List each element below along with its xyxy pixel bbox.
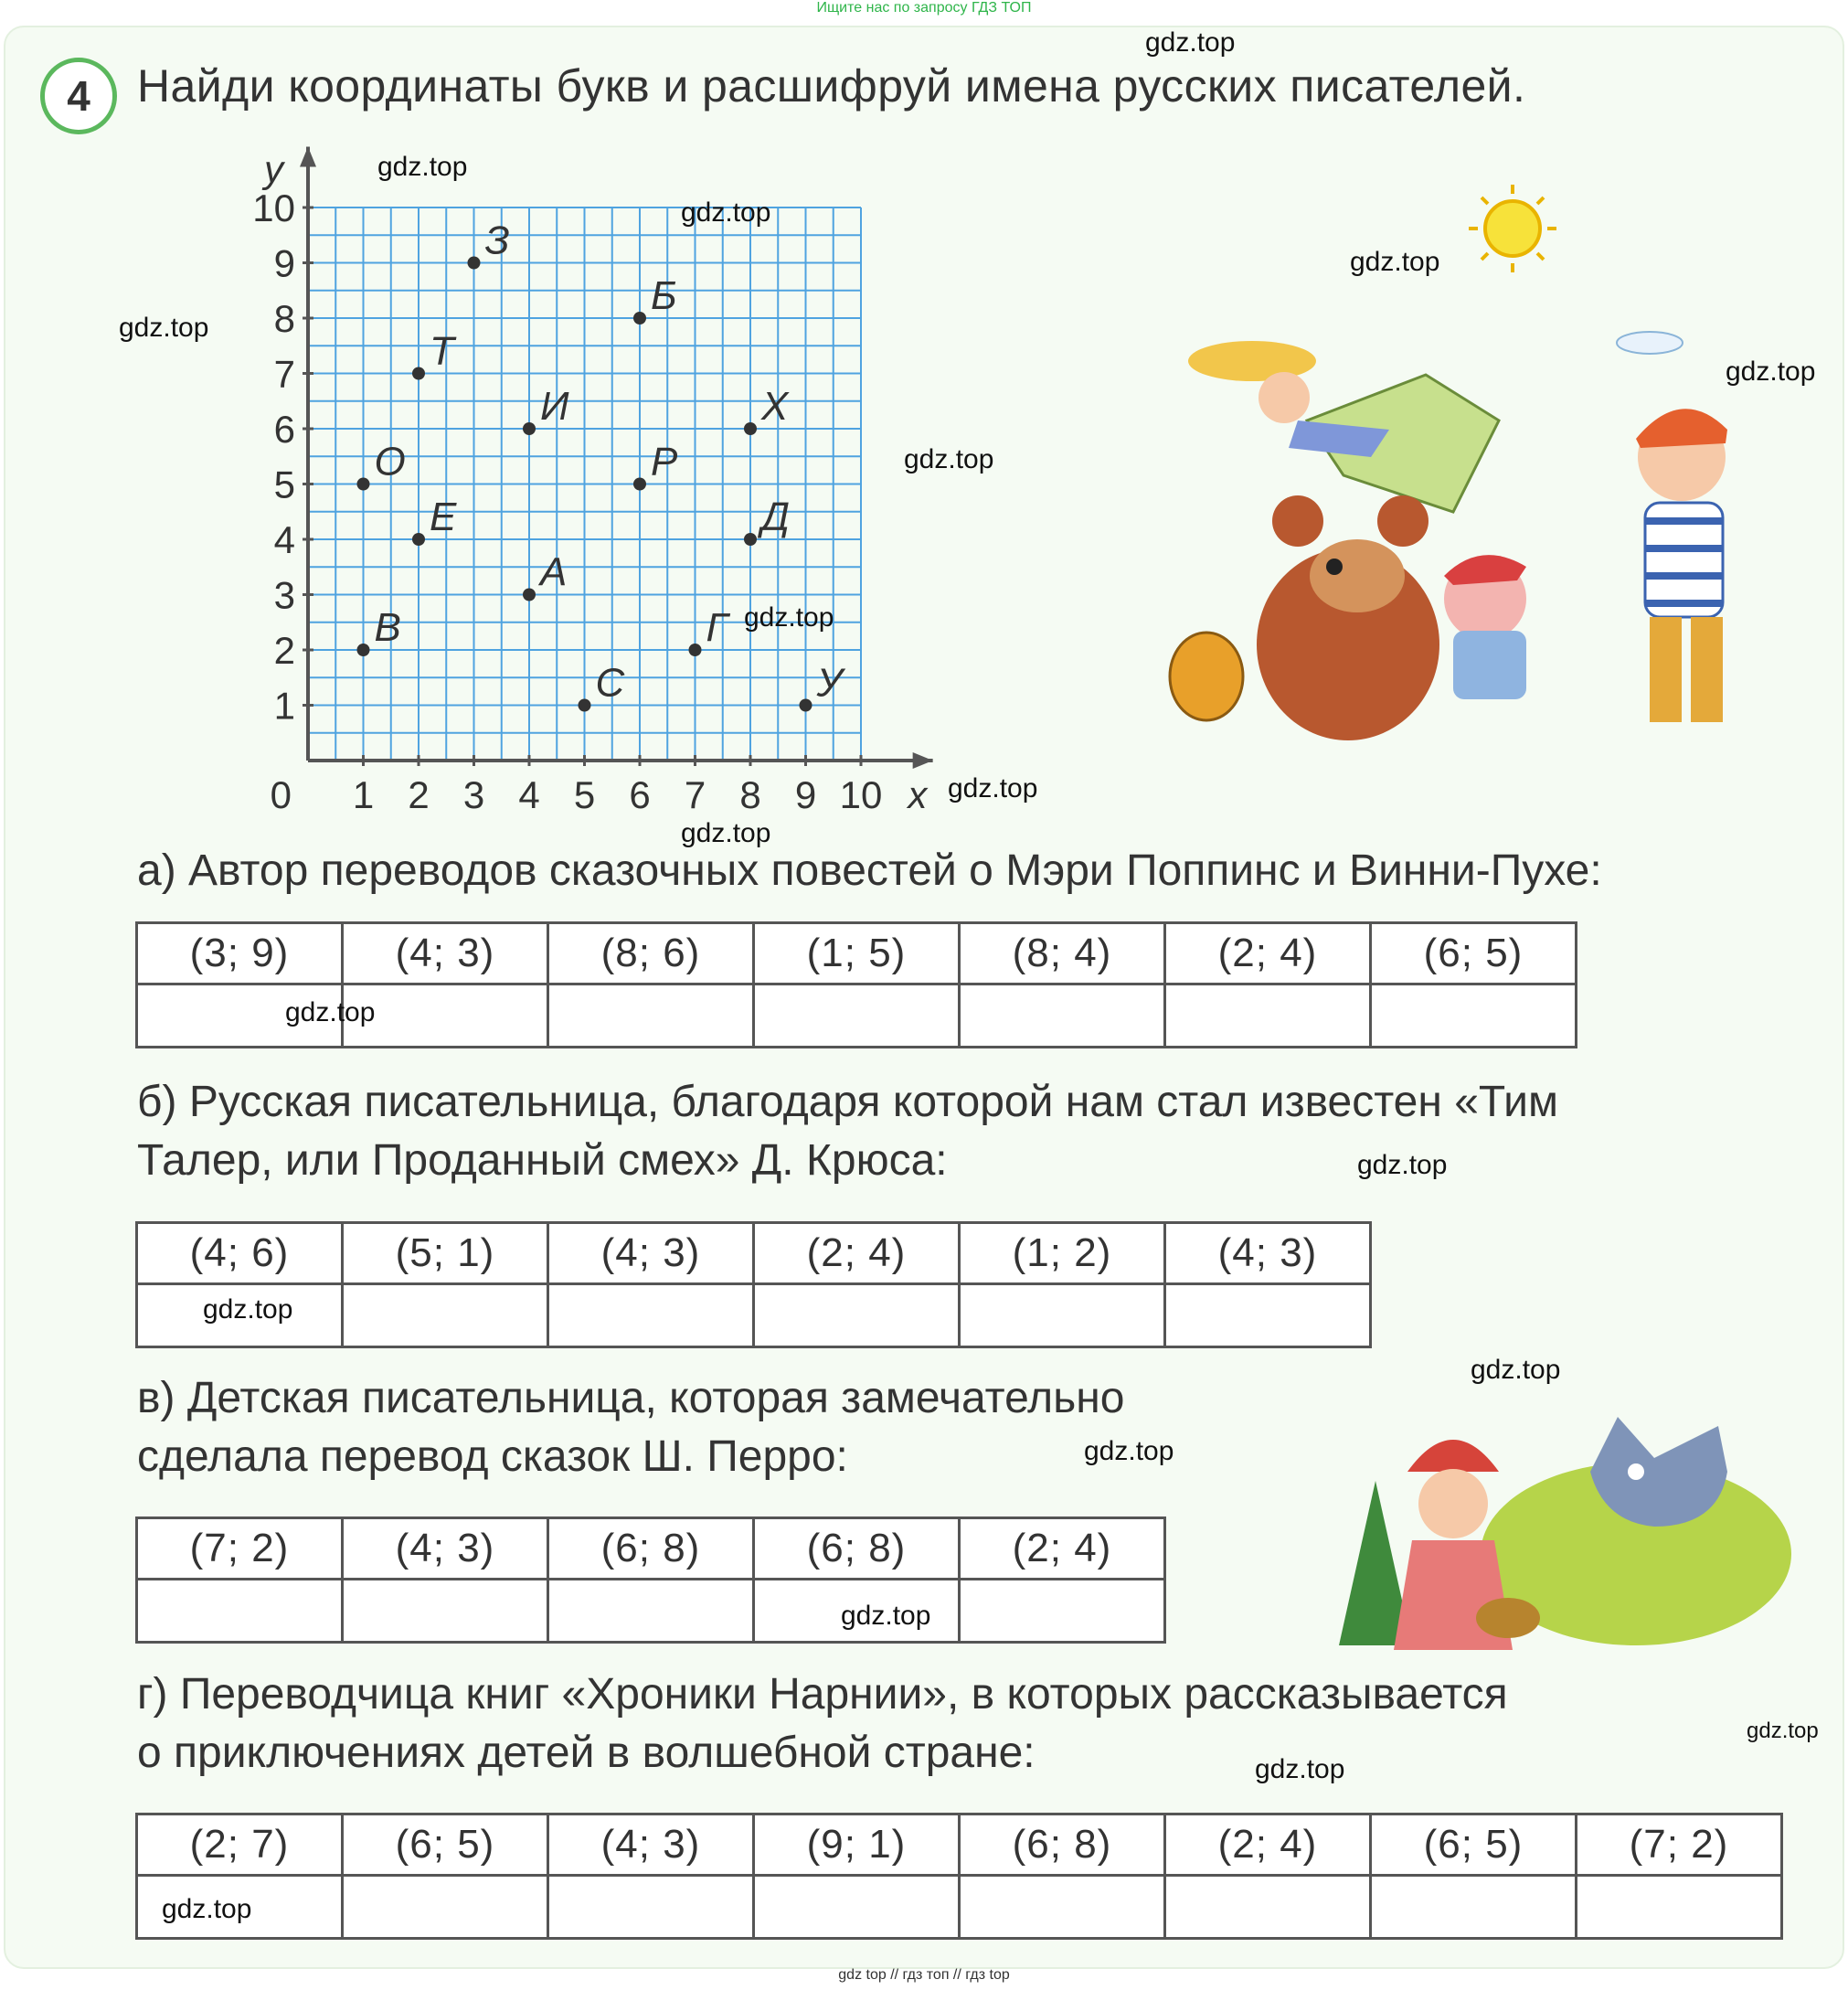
- answer-cell[interactable]: [1165, 1876, 1371, 1939]
- watermark-text: gdz.top: [119, 313, 209, 343]
- x-axis-label: x: [908, 773, 928, 816]
- answer-cell[interactable]: [754, 1284, 960, 1347]
- footer-text: gdz top // гдз топ // гдз top: [838, 1967, 1010, 1983]
- cloud: [1617, 332, 1683, 354]
- code-cell: (7; 2): [1577, 1814, 1782, 1876]
- code-cell: (4; 3): [343, 1518, 548, 1580]
- code-cell: (6; 8): [754, 1518, 960, 1580]
- answer-cell[interactable]: [960, 984, 1165, 1048]
- code-cell: (6; 8): [548, 1518, 754, 1580]
- code-cell: (4; 3): [1165, 1223, 1371, 1284]
- code-cell: (4; 3): [548, 1223, 754, 1284]
- watermark-text: gdz.top: [948, 773, 1038, 803]
- x-tick-label: 4: [518, 773, 540, 816]
- code-cell: (6; 5): [1371, 1814, 1577, 1876]
- y-tick-label: 5: [273, 463, 295, 506]
- question-a-table: [135, 921, 1577, 1048]
- x-tick-label: 8: [739, 773, 761, 816]
- cartoon-characters-illustration: [1152, 146, 1828, 750]
- code-cell: (6; 5): [343, 1814, 548, 1876]
- answer-cell[interactable]: [960, 1580, 1165, 1643]
- x-tick-label: 6: [629, 773, 651, 816]
- watermark-text: gdz.top: [1350, 247, 1440, 277]
- code-cell: (5; 1): [343, 1223, 548, 1284]
- watermark-text: gdz.top: [904, 444, 994, 474]
- point-letter: С: [595, 660, 625, 706]
- letter-point: [579, 699, 591, 712]
- y-axis-label: y: [264, 147, 283, 191]
- point-letter: Т: [430, 328, 454, 374]
- code-cell: (2; 4): [1165, 923, 1371, 984]
- watermark-text: gdz.top: [1357, 1150, 1448, 1180]
- answer-cell[interactable]: [960, 1284, 1165, 1347]
- letter-point: [357, 478, 370, 491]
- question-b-table: [135, 1221, 1372, 1348]
- question-b-title-line2: Талер, или Проданный смех» Д. Крюса:: [137, 1136, 948, 1185]
- watermark-text: gdz.top: [744, 602, 834, 633]
- origin-label: 0: [270, 773, 292, 816]
- question-a-title: а) Автор переводов сказочных повестей о Мэри Поппинс и Винни-Пухе:: [137, 846, 1602, 895]
- answer-cell[interactable]: [548, 1580, 754, 1643]
- letter-points: [357, 218, 846, 712]
- code-cell: (8; 6): [548, 923, 754, 984]
- code-cell: (4; 6): [137, 1223, 343, 1284]
- code-cell: (3; 9): [137, 923, 343, 984]
- answer-cell[interactable]: [343, 1580, 548, 1643]
- sun-icon: [1469, 185, 1556, 272]
- boy: [1636, 409, 1727, 722]
- top-banner[interactable]: Ищите нас по запросу ГДЗ ТОП: [816, 0, 1032, 16]
- question-v-title-line2: сделала перевод сказок Ш. Перро:: [137, 1432, 848, 1481]
- tick-labels: [252, 148, 929, 816]
- answer-cell[interactable]: [1165, 1284, 1371, 1347]
- code-cell: (7; 2): [137, 1518, 343, 1580]
- piglet: [1444, 555, 1526, 699]
- watermark-text: gdz.top: [377, 152, 468, 182]
- y-tick-label: 8: [273, 297, 295, 340]
- red-riding-hood-illustration: [1289, 1371, 1800, 1673]
- answer-cell[interactable]: [548, 984, 754, 1048]
- y-tick-label: 2: [273, 629, 295, 672]
- answer-cell[interactable]: [754, 984, 960, 1048]
- answer-cell[interactable]: [548, 1284, 754, 1347]
- letter-point: [633, 312, 646, 325]
- point-letter: Е: [430, 495, 457, 539]
- y-tick-label: 9: [273, 241, 295, 285]
- question-v-title-line1: в) Детская писательница, которая замечательно: [137, 1374, 1125, 1422]
- letter-point: [468, 257, 481, 270]
- code-cell: (2; 4): [960, 1518, 1165, 1580]
- letter-point: [412, 367, 425, 380]
- x-tick-label: 1: [352, 773, 375, 816]
- code-cell: (4; 3): [343, 923, 548, 984]
- task-instruction: Найди координаты букв и расшифруй имена русских писателей.: [137, 60, 1526, 112]
- letter-point: [357, 644, 370, 656]
- y-tick-label: 10: [252, 186, 295, 229]
- flying-girl: [1188, 341, 1499, 512]
- letter-point: [744, 533, 757, 546]
- x-tick-label: 9: [794, 773, 817, 816]
- point-letter: Б: [651, 273, 677, 318]
- answer-cell[interactable]: [960, 1876, 1165, 1939]
- point-letter: А: [540, 549, 568, 595]
- answer-cell[interactable]: [548, 1876, 754, 1939]
- letter-point: [633, 478, 646, 491]
- answer-cell[interactable]: [343, 1876, 548, 1939]
- x-tick-label: 5: [573, 773, 596, 816]
- question-g-title-line1: г) Переводчица книг «Хроники Нарнии», в которых рассказывается: [137, 1670, 1508, 1719]
- point-letter: И: [540, 384, 569, 429]
- code-cell: (2; 4): [754, 1223, 960, 1284]
- point-letter: Х: [761, 384, 789, 429]
- answer-cell[interactable]: [1371, 1876, 1577, 1939]
- y-axis-arrow: [300, 146, 316, 166]
- watermark-text: gdz.top: [681, 818, 771, 848]
- y-tick-label: 3: [273, 573, 295, 617]
- answer-cell[interactable]: [1165, 984, 1371, 1048]
- watermark-text: gdz.top: [203, 1294, 293, 1325]
- answer-cell[interactable]: [754, 1876, 960, 1939]
- answer-cell[interactable]: [343, 1284, 548, 1347]
- point-letter: Г: [706, 605, 728, 650]
- code-cell: (1; 5): [754, 923, 960, 984]
- point-letter: О: [374, 439, 406, 484]
- code-cell: (1; 2): [960, 1223, 1165, 1284]
- watermark-text: gdz.top: [1255, 1754, 1345, 1784]
- letter-point: [523, 422, 536, 435]
- letter-point: [412, 533, 425, 546]
- x-tick-label: 3: [462, 773, 485, 816]
- x-tick-label: 2: [408, 773, 430, 816]
- x-tick-label: 10: [839, 773, 883, 816]
- watermark-text: gdz.top: [1726, 356, 1816, 387]
- point-letter: У: [816, 660, 843, 706]
- watermark-text: gdz.top: [1747, 1719, 1819, 1743]
- question-b-title-line1: б) Русская писательница, благодаря которой нам стал известен «Тим: [137, 1078, 1558, 1126]
- answer-cell[interactable]: [137, 1580, 343, 1643]
- watermark-text: gdz.top: [1471, 1355, 1561, 1385]
- letter-point: [523, 589, 536, 601]
- y-tick-label: 1: [273, 684, 295, 728]
- watermark-text: gdz.top: [1084, 1436, 1174, 1466]
- point-letter: В: [374, 605, 401, 650]
- letter-point: [744, 422, 757, 435]
- code-cell: (2; 4): [1165, 1814, 1371, 1876]
- point-letter: З: [484, 218, 510, 263]
- coordinate-grid: [219, 146, 951, 832]
- question-g-table: [135, 1813, 1783, 1940]
- y-tick-label: 7: [273, 352, 295, 396]
- x-tick-label: 7: [684, 773, 706, 816]
- code-cell: (6; 8): [960, 1814, 1165, 1876]
- question-v-table: [135, 1516, 1166, 1644]
- grid-lines: [308, 208, 861, 761]
- answer-cell[interactable]: [1371, 984, 1577, 1048]
- watermark-text: gdz.top: [1145, 27, 1236, 58]
- code-cell: (2; 7): [137, 1814, 343, 1876]
- answer-cell[interactable]: [1577, 1876, 1782, 1939]
- winnie-the-pooh: [1170, 495, 1439, 740]
- y-tick-label: 6: [273, 408, 295, 451]
- y-tick-label: 4: [273, 518, 295, 561]
- watermark-text: gdz.top: [162, 1894, 252, 1924]
- task-number-badge: 4: [40, 58, 117, 134]
- code-cell: (4; 3): [548, 1814, 754, 1876]
- code-cell: (6; 5): [1371, 923, 1577, 984]
- x-axis-arrow: [913, 752, 933, 769]
- letter-point: [800, 699, 812, 712]
- letter-point: [689, 644, 702, 656]
- watermark-text: gdz.top: [841, 1601, 931, 1631]
- watermark-text: gdz.top: [285, 997, 376, 1027]
- point-letter: Д: [761, 495, 790, 539]
- point-letter: Р: [651, 439, 678, 484]
- code-cell: (9; 1): [754, 1814, 960, 1876]
- watermark-text: gdz.top: [681, 197, 771, 228]
- code-cell: (8; 4): [960, 923, 1165, 984]
- question-g-title-line2: о приключениях детей в волшебной стране:: [137, 1729, 1036, 1777]
